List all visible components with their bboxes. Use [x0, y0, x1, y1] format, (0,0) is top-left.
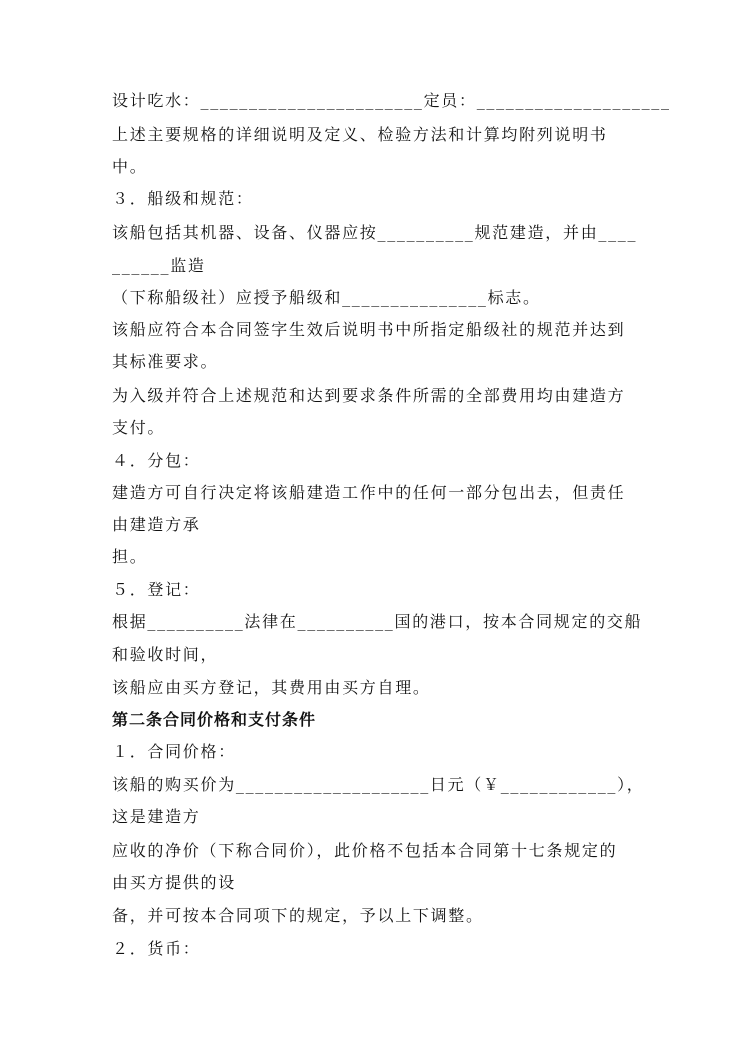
subcontract-line-end: 担。 [112, 547, 148, 566]
registration-line: 根据__________法律在__________国的港口，按本合同规定的交船 [112, 612, 643, 631]
registration-line-cont: 和验收时间， [112, 645, 219, 664]
net-price-line-cont: 由买方提供的设 [112, 873, 236, 892]
class-rules-line-cont: ______监造 [112, 256, 206, 275]
section-heading-subcontract: ４．分包： [112, 451, 201, 470]
subcontract-line-cont: 由建造方承 [112, 515, 201, 534]
article-two-heading: 第二条合同价格和支付条件 [112, 710, 317, 729]
subcontract-line: 建造方可自行决定将该船建造工作中的任何一部分包出去，但责任 [112, 483, 626, 502]
section-heading-registration: ５．登记： [112, 580, 201, 599]
class-rules-line: 该船包括其机器、设备、仪器应按__________规范建造，并由____ [112, 223, 638, 242]
purchase-price-line: 该船的购买价为____________________日元（￥____________）， [112, 775, 645, 794]
section-heading-class-rules: ３．船级和规范： [112, 189, 254, 208]
class-fees-line-cont: 支付。 [112, 418, 166, 437]
class-compliance-line-cont: 其标准要求。 [112, 352, 219, 371]
net-price-line: 应收的净价（下称合同价），此价格不包括本合同第十七条规定的 [112, 841, 618, 860]
section-heading-currency: ２．货币： [112, 939, 201, 958]
class-compliance-line: 该船应符合本合同签字生效后说明书中所指定船级社的规范并达到 [112, 320, 626, 339]
price-adjustment-line: 备，并可按本合同项下的规定，予以上下调整。 [112, 906, 484, 925]
class-fees-line: 为入级并符合上述规范和达到要求条件所需的全部费用均由建造方 [112, 386, 626, 405]
spec-description-line: 上述主要规格的详细说明及定义、检验方法和计算均附列说明书 [112, 125, 608, 144]
registration-cost-line: 该船应由买方登记，其费用由买方自理。 [112, 678, 431, 697]
section-heading-contract-price: １．合同价格： [112, 742, 236, 761]
purchase-price-line-cont: 这是建造方 [112, 807, 201, 826]
spec-description-line-cont: 中。 [112, 157, 148, 176]
class-notation-line: （下称船级社）应授予船级和_______________标志。 [112, 288, 541, 307]
draft-crew-line: 设计吃水：_______________________定员：____________________ [112, 91, 671, 110]
